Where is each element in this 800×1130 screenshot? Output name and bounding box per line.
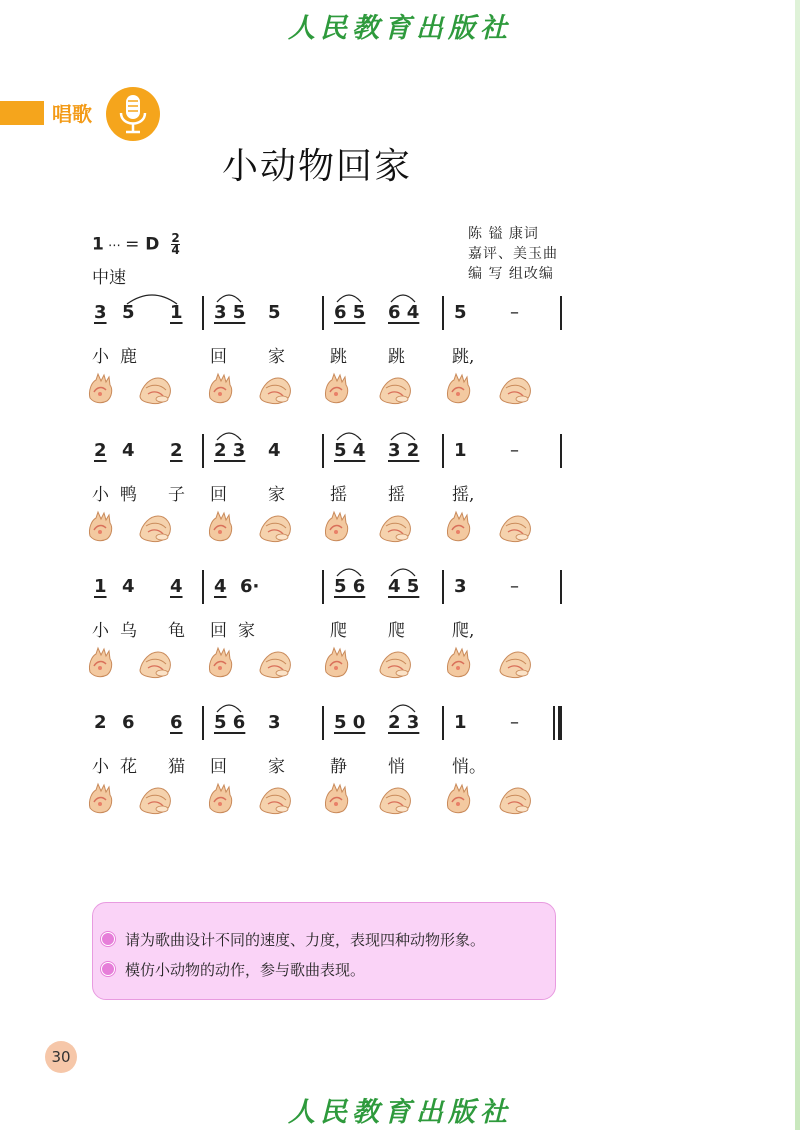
lyric: 悄	[388, 757, 405, 777]
note: 6	[170, 712, 183, 733]
slur	[214, 290, 244, 304]
hand-pat-icon	[378, 510, 414, 544]
hand-clap-icon	[322, 646, 352, 680]
note: 4	[214, 576, 227, 597]
lyrics-line	[0, 752, 800, 778]
score-row-2	[0, 434, 800, 574]
hand-pat-icon	[258, 646, 294, 680]
slur	[388, 564, 418, 578]
hand-pat-icon	[378, 372, 414, 406]
lyric: 摇	[388, 485, 405, 505]
hand-clap-icon	[86, 782, 116, 816]
slur	[334, 564, 364, 578]
lyric: 鹿	[120, 347, 137, 367]
bar-line	[322, 434, 324, 468]
hand-clap-icon	[206, 510, 236, 544]
note: –	[510, 712, 519, 733]
note: 5	[268, 302, 281, 323]
page-number: 30	[45, 1041, 77, 1073]
lyric: 小	[92, 485, 109, 505]
hand-pat-icon	[138, 372, 174, 406]
key-letter: D	[145, 234, 160, 255]
note: 6·	[240, 576, 260, 597]
footer-publisher: 人民教育出版社	[288, 1097, 512, 1128]
microphone-icon	[106, 87, 160, 141]
notation-line	[0, 570, 800, 610]
notation-line	[0, 296, 800, 336]
note: 5 6	[214, 712, 246, 733]
note: 4 5	[388, 576, 420, 597]
lyric: 跳	[388, 347, 405, 367]
time-top: 2	[171, 231, 180, 245]
lyric: 跳,	[452, 347, 475, 367]
lyric: 子	[168, 485, 185, 505]
bar-line	[322, 296, 324, 330]
hand-pat-icon	[258, 510, 294, 544]
lyric: 跳	[330, 347, 347, 367]
bar-line	[202, 296, 204, 330]
composer-credit: 嘉评、美玉曲	[468, 246, 558, 262]
note: 3 5	[214, 302, 246, 323]
bar-line	[202, 570, 204, 604]
bar-line	[560, 434, 562, 468]
bar-line	[322, 570, 324, 604]
lyric: 爬	[330, 621, 347, 641]
note: 3	[454, 576, 467, 597]
note: 5 0	[334, 712, 366, 733]
lyric: 家	[268, 485, 285, 505]
note: 1	[454, 440, 467, 461]
note: 2	[94, 712, 107, 733]
hand-clap-icon	[86, 372, 116, 406]
note: 4	[122, 440, 135, 461]
time-signature	[171, 233, 179, 256]
note: 4	[122, 576, 135, 597]
hand-clap-icon	[322, 372, 352, 406]
bar-line	[202, 434, 204, 468]
final-bar-line-thick	[558, 706, 562, 740]
bar-line	[560, 570, 562, 604]
note: 5 4	[334, 440, 366, 461]
tip-item	[125, 929, 485, 950]
note: 2	[94, 440, 107, 461]
note: 5 6	[334, 576, 366, 597]
lyric: 回	[210, 485, 227, 505]
lyric: 家	[268, 347, 285, 367]
lyric: 龟	[168, 621, 185, 641]
gesture-row	[0, 646, 800, 680]
hand-pat-icon	[498, 646, 534, 680]
hand-clap-icon	[444, 510, 474, 544]
hand-pat-icon	[498, 510, 534, 544]
tip-item	[125, 959, 365, 980]
note: 2	[170, 440, 183, 461]
note: 1	[170, 302, 183, 323]
hand-clap-icon	[206, 782, 236, 816]
note: 3	[94, 302, 107, 323]
slur	[214, 428, 244, 442]
lyric: 摇,	[452, 485, 475, 505]
tip-text: 请为歌曲设计不同的速度、力度，表现四种动物形象。	[125, 931, 486, 949]
lyrics-line	[0, 342, 800, 368]
header-publisher: 人民教育出版社	[288, 13, 512, 44]
note: 3 2	[388, 440, 420, 461]
hand-clap-icon	[206, 372, 236, 406]
hand-pat-icon	[498, 782, 534, 816]
gesture-row	[0, 372, 800, 406]
note: 1	[454, 712, 467, 733]
note: 2 3	[388, 712, 420, 733]
lyric: 小	[92, 347, 109, 367]
lyric: 回	[210, 621, 227, 641]
hand-pat-icon	[498, 372, 534, 406]
slur	[334, 428, 364, 442]
lyric: 小	[92, 621, 109, 641]
slur	[214, 700, 244, 714]
notation-line	[0, 706, 800, 746]
slur	[388, 290, 418, 304]
lyric: 爬	[388, 621, 405, 641]
lyric: 回	[210, 347, 227, 367]
note: 6	[122, 712, 135, 733]
score-row-1	[0, 296, 800, 436]
lyric: 花	[120, 757, 137, 777]
hand-clap-icon	[444, 372, 474, 406]
hand-clap-icon	[322, 782, 352, 816]
key-signature: 1 ⋯ = D $\frac{2}{4}$	[92, 231, 180, 257]
hand-pat-icon	[258, 782, 294, 816]
note: –	[510, 576, 519, 597]
lyric: 回	[210, 757, 227, 777]
lyrics-line	[0, 616, 800, 642]
arranger-credit: 编 写 组改编	[468, 266, 554, 282]
note: 4	[170, 576, 183, 597]
lyric: 乌	[120, 621, 137, 641]
hand-pat-icon	[378, 646, 414, 680]
song-title: 小动物回家	[222, 146, 413, 187]
section-bar	[0, 101, 44, 125]
bar-line	[202, 706, 204, 740]
gesture-row	[0, 510, 800, 544]
hand-clap-icon	[86, 646, 116, 680]
score-row-3	[0, 570, 800, 710]
hand-pat-icon	[138, 782, 174, 816]
lyric: 鸭	[120, 485, 137, 505]
hand-clap-icon	[86, 510, 116, 544]
note: 6 5	[334, 302, 366, 323]
slur	[334, 290, 364, 304]
lyric: 静	[330, 757, 347, 777]
note: 6 4	[388, 302, 420, 323]
bar-line	[442, 706, 444, 740]
note: 5	[122, 302, 135, 323]
hand-clap-icon	[322, 510, 352, 544]
slur	[388, 428, 418, 442]
lyric: 猫	[168, 757, 185, 777]
note: –	[510, 440, 519, 461]
bullet-icon	[101, 932, 115, 946]
lyric: 悄。	[452, 757, 486, 777]
lyric: 家	[238, 621, 255, 641]
notation-line	[0, 434, 800, 474]
section-label: 唱歌	[52, 102, 92, 126]
hand-pat-icon	[138, 646, 174, 680]
lyric: 摇	[330, 485, 347, 505]
note: 3	[268, 712, 281, 733]
final-bar-line-thin	[553, 706, 555, 740]
bar-line	[442, 570, 444, 604]
note: 2 3	[214, 440, 246, 461]
bullet-icon	[101, 962, 115, 976]
hand-pat-icon	[378, 782, 414, 816]
note: –	[510, 302, 519, 323]
bar-line	[322, 706, 324, 740]
slur	[124, 290, 180, 306]
gesture-row	[0, 782, 800, 816]
time-bottom: 4	[171, 243, 180, 257]
hand-clap-icon	[206, 646, 236, 680]
bar-line	[442, 434, 444, 468]
key-tonic: 1	[92, 234, 104, 255]
tempo-marking: 中速	[92, 268, 126, 288]
hand-pat-icon	[258, 372, 294, 406]
note: 5	[454, 302, 467, 323]
activity-tips-box	[92, 902, 556, 1000]
bar-line	[442, 296, 444, 330]
lyrics-line	[0, 480, 800, 506]
hand-clap-icon	[444, 782, 474, 816]
slur	[388, 700, 418, 714]
credits	[468, 224, 558, 284]
lyric: 小	[92, 757, 109, 777]
note: 1	[94, 576, 107, 597]
note: 4	[268, 440, 281, 461]
lyric: 爬,	[452, 621, 475, 641]
bar-line	[560, 296, 562, 330]
hand-clap-icon	[444, 646, 474, 680]
hand-pat-icon	[138, 510, 174, 544]
tip-text: 模仿小动物的动作，参与歌曲表现。	[125, 961, 366, 979]
lyricist-credit: 陈 镒 康词	[468, 226, 539, 242]
score-row-4	[0, 706, 800, 846]
lyric: 家	[268, 757, 285, 777]
